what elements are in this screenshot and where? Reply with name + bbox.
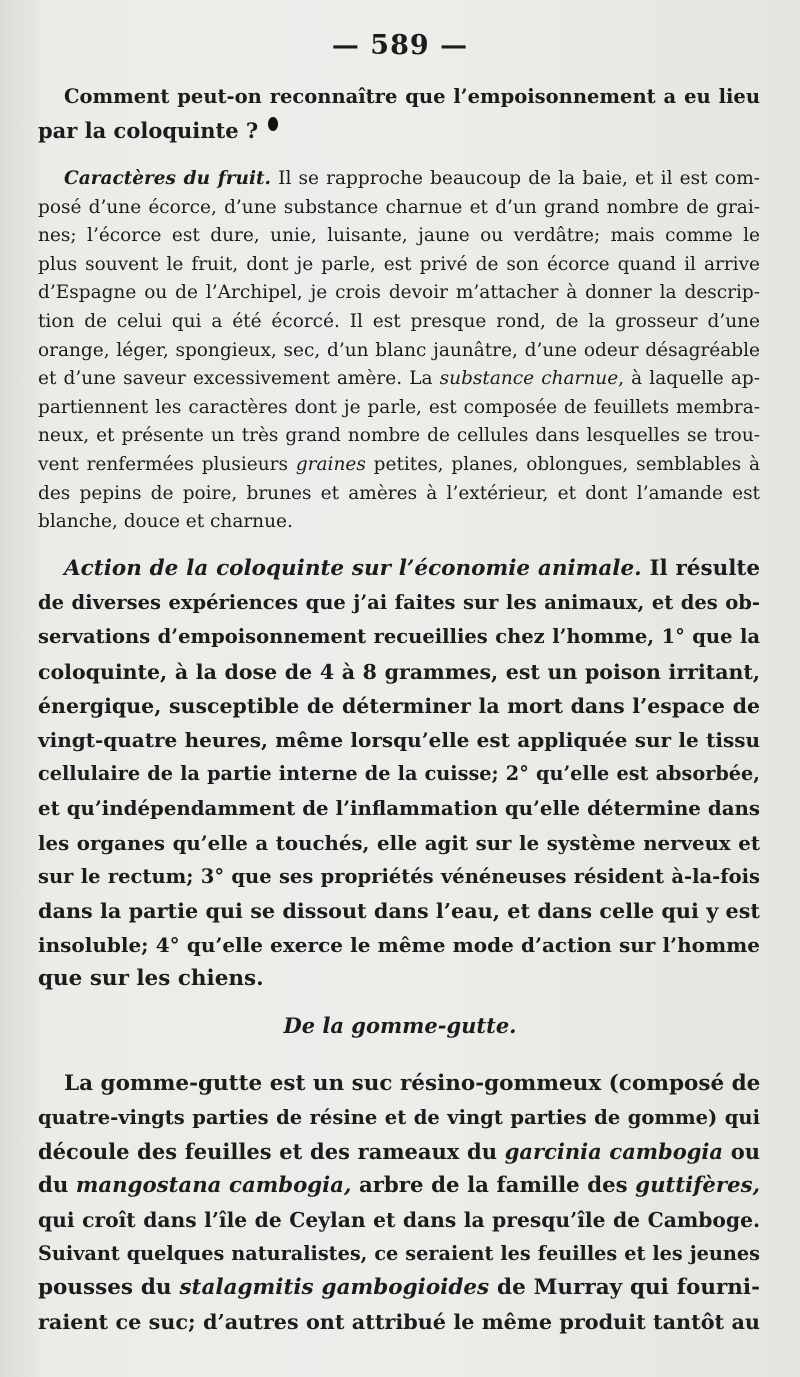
- text-fragment: petites, planes, oblongues, semblables à: [365, 453, 760, 475]
- text-line: et qu’indépendamment de l’inflammation qu’elle détermine dans: [38, 796, 760, 821]
- text-fragment: , à laquelle ap-: [618, 368, 760, 390]
- text-line: de diverses expériences que j’ai faites sur les animaux, et des ob-: [38, 591, 760, 615]
- text-line: insoluble; 4° qu’elle exerce le même mode d’action sur l’homme: [38, 933, 760, 958]
- text-line: [38, 1135, 760, 1169]
- text-line: posé d’une écorce, d’une substance charnue et d’un grand nombre de grai-: [38, 196, 760, 218]
- text-fragment: de Murray qui fourni-: [489, 1275, 761, 1300]
- italic-term: garcinia cambogia: [504, 1139, 723, 1164]
- text-fragment: Il résulte: [641, 556, 760, 581]
- italic-term: guttifères,: [635, 1173, 760, 1198]
- text-line: quatre-vingts parties de résine et de vingt parties de gomme) qui: [38, 1106, 760, 1129]
- text-line: vingt-quatre heures, même lorsqu’elle est appliquée sur le tissu: [38, 728, 760, 753]
- text-line: [38, 165, 760, 194]
- text-line: [38, 1271, 760, 1305]
- italic-term: graines: [295, 453, 366, 475]
- text-line: tion de celui qui a été écorcé. Il est presque rond, de la grosseur d’une: [38, 310, 760, 332]
- paragraph-lead: Caractères du fruit.: [64, 168, 271, 189]
- text-line: d’Espagne ou de l’Archipel, je crois devoir m’attacher à donner la descrip-: [38, 282, 760, 304]
- text-line: coloquinte, à la dose de 4 à 8 grammes, est un poison irritant,: [38, 659, 760, 684]
- text-fragment: ou: [723, 1139, 761, 1164]
- text-line: raient ce suc; d’autres ont attribué le même produit tantôt au: [38, 1310, 760, 1334]
- text-line: La gomme-gutte est un suc résino-gommeux (composé de: [64, 1071, 761, 1096]
- text-line: partiennent les caractères dont je parle, est composée de feuillets membra-: [38, 396, 760, 418]
- text-line: [38, 552, 760, 586]
- italic-term: mangostana cambogia,: [75, 1173, 352, 1198]
- text-line: servations d’empoisonnement recueillies chez l’homme, 1° que la: [38, 625, 760, 649]
- paragraph-action: [38, 552, 760, 997]
- text-line: nes; l’écorce est dure, unie, luisante, jaune ou verdâtre; mais comme le: [38, 225, 760, 247]
- question: [38, 80, 760, 148]
- text-line: plus souvent le fruit, dont je parle, est privé de son écorce quand il arrive: [38, 253, 760, 275]
- ink-dot: [268, 117, 278, 131]
- text-line: blanche, douce et charnue.: [38, 511, 293, 533]
- text-line: les organes qu’elle a touchés, elle agit sur le système nerveux et: [38, 830, 760, 855]
- paragraph-gomme-gutte: [38, 1067, 760, 1339]
- text-fragment: arbre de la famille des: [351, 1173, 636, 1198]
- text-line: cellulaire de la partie interne de la cuisse; 2° qu’elle est absorbée,: [38, 762, 760, 786]
- text-fragment: et d’une saveur excessivement amère. La: [38, 368, 440, 390]
- text-line: [38, 365, 760, 394]
- text-fragment: vent renfermées plusieurs: [38, 453, 296, 475]
- text-fragment: du: [38, 1173, 76, 1198]
- text-fragment: Il se rapproche beaucoup de la baie, et il est com-: [270, 168, 760, 189]
- question-line: Comment peut-on reconnaître que l’empoisonnement a eu lieu: [64, 85, 760, 108]
- text-line: orange, léger, spongieux, sec, d’un blanc jaunâtre, d’une odeur désagréable: [38, 339, 760, 361]
- paragraph-lead: Action de la coloquinte sur l’économie animale.: [64, 556, 642, 581]
- text-line: dans la partie qui se dissout dans l’eau, et dans celle qui y est: [38, 899, 760, 924]
- text-line: qui croît dans l’île de Ceylan et dans la presqu’île de Camboge.: [38, 1208, 760, 1232]
- text-line: [38, 1169, 760, 1203]
- text-line: énergique, susceptible de déterminer la mort dans l’espace de: [38, 693, 760, 718]
- text-line: [38, 451, 760, 480]
- text-fragment: pousses du: [38, 1275, 180, 1300]
- italic-term: stalagmitis gambogioides: [179, 1275, 490, 1300]
- italic-term: substance charnue: [439, 368, 619, 390]
- paragraph-fruit-characters: [38, 165, 760, 537]
- text-line: que sur les chiens.: [38, 966, 264, 992]
- page-number: — 589 —: [331, 30, 469, 61]
- text-line: sur le rectum; 3° que ses propriétés vénéneuses résident à-la-fois: [38, 864, 760, 888]
- text-line: neux, et présente un très grand nombre de cellules dans lesquelles se trou-: [38, 425, 760, 447]
- section-heading: De la gomme-gutte.: [283, 1013, 517, 1038]
- text-fragment: découle des feuilles et des rameaux du: [38, 1139, 505, 1164]
- question-line: par la coloquinte ?: [38, 118, 259, 143]
- text-line: Suivant quelques naturalistes, ce seraient les feuilles et les jeunes: [38, 1242, 760, 1265]
- text-line: des pepins de poire, brunes et amères à l’extérieur, et dont l’amande est: [38, 482, 760, 504]
